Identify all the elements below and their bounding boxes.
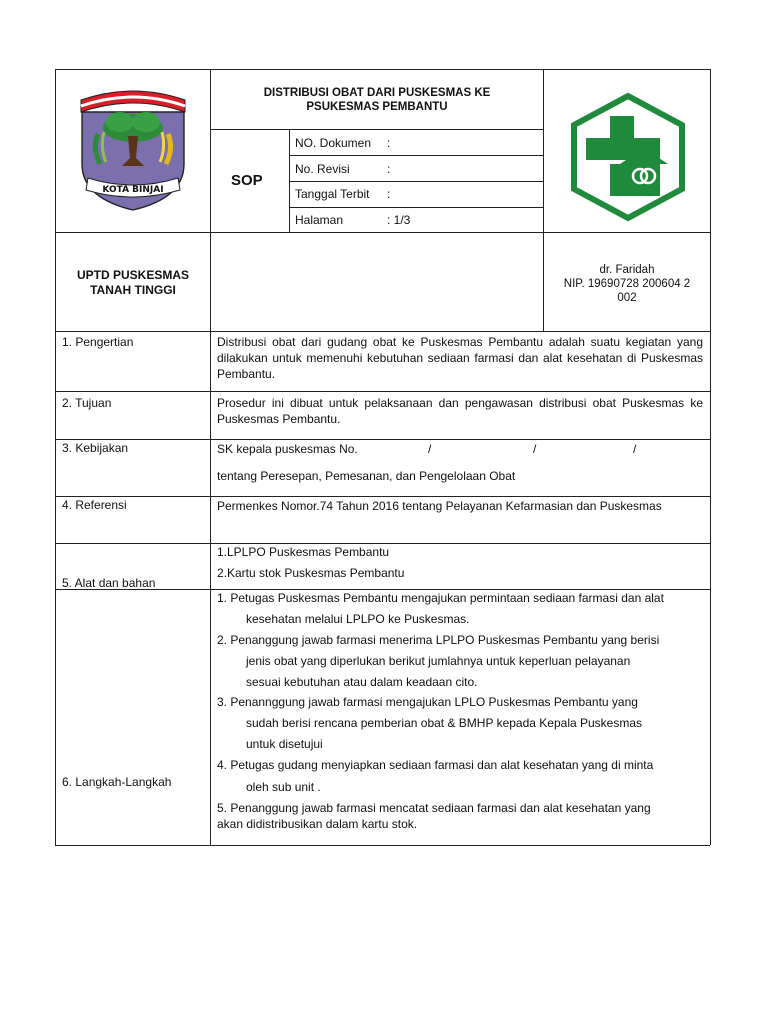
langkah-line-1: 1. Petugas Puskesmas Pembantu mengajukan permintaan sediaan farmasi dan alat — [217, 591, 664, 605]
meta-halaman-value: : 1/3 — [387, 213, 411, 227]
table-border-bottom — [55, 845, 710, 846]
meta-divider-3 — [289, 207, 543, 208]
meta-no-dokumen-value: : — [387, 136, 391, 150]
langkah-line-5: sesuai kebutuhan atau dalam keadaan cito. — [246, 675, 478, 689]
table-border-top — [55, 69, 710, 70]
meta-tanggal-terbit-value: : — [387, 187, 391, 201]
row-divider-referensi — [55, 543, 710, 544]
label-pengertian: 1. Pengertian — [62, 335, 134, 349]
title-line-2: PSUKESMAS PEMBANTU — [306, 101, 448, 113]
langkah-line-2: kesehatan melalui LPLPO ke Puskesmas. — [246, 612, 470, 626]
right-logo-column-border-top — [543, 69, 544, 232]
kota-binjai-crest-icon — [76, 86, 190, 216]
label-tujuan: 2. Tujuan — [62, 396, 112, 410]
kebijakan-slash-2: / — [533, 442, 537, 456]
signatory-block — [544, 263, 710, 305]
langkah-line-6: 3. Penannggung jawab farmasi mengajukan LPLO Puskesmas Pembantu yang — [217, 695, 638, 709]
text-tujuan: Prosedur ini dibuat untuk pelaksanaan dan pengawasan distribusi obat Puskesmas ke Puskesmas Pembantu. — [217, 396, 703, 426]
puskesmas-cross-icon — [568, 92, 688, 222]
sop-label: SOP — [231, 172, 263, 189]
meta-no-dokumen-label: NO. Dokumen — [295, 136, 372, 150]
langkah-line-11: 5. Penanggung jawab farmasi mencatat sediaan farmasi dan alat kesehatan yang — [217, 801, 651, 815]
document-title — [212, 86, 542, 114]
unit-row-bottom-border — [55, 331, 710, 332]
signatory-nip-line-2: 002 — [617, 292, 637, 304]
kebijakan-slash-1: / — [428, 442, 432, 456]
label-kebijakan: 3. Kebijakan — [62, 441, 129, 455]
label-referensi: 4. Referensi — [62, 498, 127, 512]
langkah-line-3: 2. Penanggung jawab farmasi menerima LPLPO Puskesmas Pembantu yang berisi — [217, 633, 660, 647]
meta-divider-1 — [289, 155, 543, 156]
signatory-name: dr. Faridah — [599, 264, 655, 276]
meta-divider-2 — [289, 181, 543, 182]
langkah-line-9: 4. Petugas gudang menyiapkan sediaan farmasi dan alat kesehatan yang di minta — [217, 758, 654, 772]
meta-no-revisi-label: No. Revisi — [295, 162, 350, 176]
alat-item-2: 2.Kartu stok Puskesmas Pembantu — [217, 566, 405, 580]
signatory-nip-line-1: NIP. 19690728 200604 2 — [563, 278, 691, 290]
text-pengertian: Distribusi obat dari gudang obat ke Puskesmas Pembantu adalah suatu kegiatan yang dilakukan untuk memenuhi kebutuhan sediaan farmasi dan alat kesehatan di Puskesmas Pembantu. — [217, 335, 703, 381]
table-border-left — [55, 69, 56, 845]
label-langkah-langkah: 6. Langkah-Langkah — [62, 775, 172, 789]
kebijakan-line-2: tentang Peresepan, Pemesanan, dan Pengelolaan Obat — [217, 469, 516, 483]
header-bottom-border — [55, 232, 710, 233]
label-column-border — [210, 69, 211, 845]
langkah-line-12: akan didistribusikan dalam kartu stok. — [217, 817, 418, 831]
unit-line-1: UPTD PUSKESMAS — [76, 268, 189, 282]
langkah-line-4: jenis obat yang diperlukan berikut jumlahnya untuk keperluan pelayanan — [246, 654, 631, 668]
kebijakan-slash-3: / — [633, 442, 637, 456]
row-divider-kebijakan — [55, 496, 710, 497]
text-referensi: Permenkes Nomor.74 Tahun 2016 tentang Pelayanan Kefarmasian dan Puskesmas — [217, 499, 662, 513]
label-alat-dan-bahan: 5. Alat dan bahan — [62, 576, 156, 590]
row-divider-pengertian — [55, 391, 710, 392]
langkah-line-10: oleh sub unit . — [246, 780, 321, 794]
crest-ribbon-text: KOTA BINJAI — [102, 185, 164, 195]
meta-column-border — [289, 129, 290, 232]
meta-halaman-label: Halaman — [295, 213, 344, 227]
langkah-line-7: sudah berisi rencana pemberian obat & BMHP kepada Kepala Puskesmas — [246, 716, 643, 730]
row-divider-tujuan — [55, 439, 710, 440]
langkah-line-8: untuk disetujui — [246, 737, 323, 751]
unit-line-2: TANAH TINGGI — [90, 283, 176, 297]
kebijakan-line-1: SK kepala puskesmas No. — [217, 442, 358, 456]
alat-item-1: 1.LPLPO Puskesmas Pembantu — [217, 545, 390, 559]
table-border-right — [710, 69, 711, 845]
title-line-1: DISTRIBUSI OBAT DARI PUSKESMAS KE — [263, 87, 491, 99]
title-divider — [210, 129, 543, 130]
unit-name — [56, 268, 210, 298]
meta-tanggal-terbit-label: Tanggal Terbit — [295, 187, 370, 201]
meta-no-revisi-value: : — [387, 162, 391, 176]
